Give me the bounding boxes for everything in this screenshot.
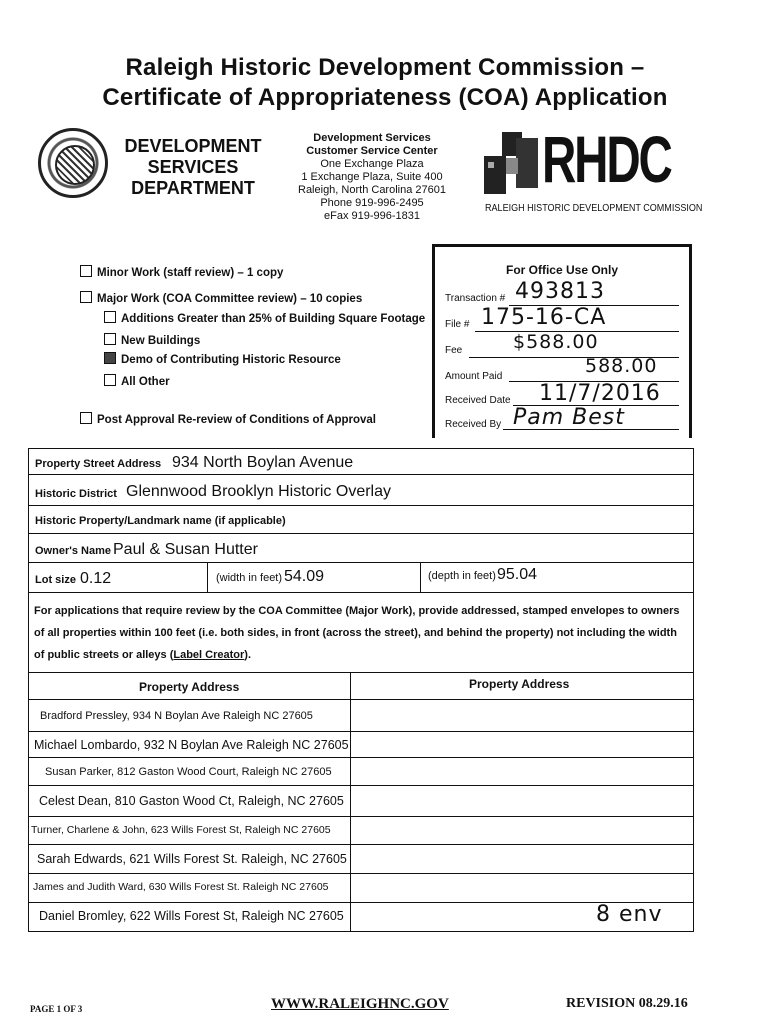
lot-size-value[interactable]: 0.12 <box>80 570 112 587</box>
revision-date: REVISION 08.29.16 <box>566 996 688 1011</box>
demo-checkbox[interactable] <box>104 352 116 364</box>
service-center-line2: Customer Service Center <box>306 145 438 157</box>
service-center-efax: eFax 919-996-1831 <box>323 210 420 222</box>
additions-option[interactable] <box>104 311 425 325</box>
address-row-8[interactable]: Daniel Bromley, 622 Wills Forest St, Raleigh NC 27605 <box>39 909 344 923</box>
file-label: File # <box>445 319 470 330</box>
post-approval-checkbox[interactable] <box>80 412 92 424</box>
received-by-label: Received By <box>445 419 502 430</box>
instructions-line3 <box>34 644 694 666</box>
received-date-label: Received Date <box>445 395 511 406</box>
divider <box>28 533 694 534</box>
minor-work-label: Minor Work (staff review) – 1 copy <box>97 267 284 279</box>
file-value[interactable]: 175-16-CA <box>481 305 607 330</box>
address-col1-header: Property Address <box>139 680 240 694</box>
city-seal-icon <box>38 128 108 198</box>
all-other-label: All Other <box>121 376 170 388</box>
post-approval-label: Post Approval Re-review of Conditions of Approval <box>97 414 377 426</box>
minor-work-option[interactable] <box>80 265 283 279</box>
divider <box>28 699 694 700</box>
divider <box>28 731 694 732</box>
office-use-box <box>432 244 692 438</box>
street-value[interactable]: 934 North Boylan Avenue <box>172 454 354 471</box>
major-work-checkbox[interactable] <box>80 291 92 303</box>
address-col2-header: Property Address <box>469 677 570 691</box>
rhdc-logo <box>482 122 703 218</box>
district-value[interactable]: Glennwood Brooklyn Historic Overlay <box>126 483 391 500</box>
district-label: Historic District <box>35 488 117 500</box>
divider <box>207 562 208 592</box>
address-row-3[interactable]: Susan Parker, 812 Gaston Wood Court, Raleigh NC 27605 <box>45 766 332 778</box>
address-row-5[interactable]: Turner, Charlene & John, 623 Wills Forest St, Raleigh NC 27605 <box>31 824 331 836</box>
divider <box>420 562 421 592</box>
new-buildings-label: New Buildings <box>121 335 201 347</box>
service-center-phone: Phone 919-996-2495 <box>320 197 424 209</box>
received-by-value[interactable]: Pam Best <box>513 405 625 430</box>
divider <box>28 873 694 874</box>
divider <box>28 785 694 786</box>
page-number: PAGE 1 OF 3 <box>30 1004 83 1014</box>
instructions-line1: For applications that require review by the COA Committee (Major Work), provide addressed, stamped envelopes to owners <box>34 605 680 617</box>
fee-value[interactable]: $588.00 <box>513 331 599 353</box>
office-use-title: For Office Use Only <box>505 263 619 277</box>
divider <box>28 562 694 563</box>
instructions-line3-suffix: ). <box>244 649 252 661</box>
form-title-line1: Raleigh Historic Development Commission – <box>125 54 645 81</box>
minor-work-checkbox[interactable] <box>80 265 92 277</box>
received-date-value[interactable]: 11/7/2016 <box>539 381 661 406</box>
service-center-line4: 1 Exchange Plaza, Suite 400 <box>301 171 443 183</box>
divider <box>28 448 694 449</box>
demo-option[interactable] <box>104 352 341 366</box>
lot-size-label: Lot size <box>35 574 76 586</box>
transaction-label: Transaction # <box>445 293 506 304</box>
new-buildings-checkbox[interactable] <box>104 333 116 345</box>
department-line3: DEPARTMENT <box>131 178 255 198</box>
service-center-line5: Raleigh, North Carolina 27601 <box>298 184 446 196</box>
width-value[interactable]: 54.09 <box>284 568 325 585</box>
form-title-line2: Certificate of Appropriateness (COA) Application <box>102 84 668 111</box>
address-row-4[interactable]: Celest Dean, 810 Gaston Wood Ct, Raleigh, NC 27605 <box>39 794 344 808</box>
divider <box>28 592 694 593</box>
fee-label: Fee <box>445 345 463 356</box>
envelope-instructions <box>34 600 694 666</box>
label-creator-link[interactable]: Label Creator <box>173 649 245 661</box>
instructions-line3-prefix: of public streets or alleys ( <box>34 649 174 661</box>
service-center-line3: One Exchange Plaza <box>320 158 424 170</box>
rhdc-subtitle: RALEIGH HISTORIC DEVELOPMENT COMMISSION <box>485 202 703 214</box>
additions-label: Additions Greater than 25% of Building Square Footage <box>121 313 426 325</box>
divider <box>28 816 694 817</box>
department-line2: SERVICES <box>147 157 239 177</box>
divider <box>28 474 694 475</box>
address-row-7[interactable]: James and Judith Ward, 630 Wills Forest St. Raleigh NC 27605 <box>33 881 329 893</box>
website-link[interactable]: WWW.RALEIGHNC.GOV <box>271 996 449 1012</box>
divider <box>28 902 694 903</box>
demo-label: Demo of Contributing Historic Resource <box>121 354 341 366</box>
new-buildings-option[interactable] <box>104 333 200 347</box>
width-label: (width in feet) <box>216 572 283 584</box>
service-center-line1: Development Services <box>313 132 431 144</box>
address-row-6[interactable]: Sarah Edwards, 621 Wills Forest St. Raleigh, NC 27605 <box>37 852 347 866</box>
service-center-info <box>292 132 452 223</box>
divider <box>28 505 694 506</box>
department-name <box>118 136 268 199</box>
owner-value[interactable]: Paul & Susan Hutter <box>113 541 258 558</box>
depth-value[interactable]: 95.04 <box>497 566 538 583</box>
additions-checkbox[interactable] <box>104 311 116 323</box>
transaction-value[interactable]: 493813 <box>515 279 605 304</box>
divider <box>350 672 351 932</box>
major-work-label: Major Work (COA Committee review) – 10 copies <box>97 293 363 305</box>
department-line1: DEVELOPMENT <box>124 136 262 156</box>
major-work-option[interactable] <box>80 291 362 305</box>
instructions-line2: of all properties within 100 feet (i.e. both sides, in front (across the street), and behind the property) not including the width <box>34 627 677 639</box>
address-row-1[interactable]: Bradford Pressley, 934 N Boylan Ave Raleigh NC 27605 <box>40 710 313 722</box>
amount-paid-label: Amount Paid <box>445 371 503 382</box>
divider <box>28 844 694 845</box>
address-row-2[interactable]: Michael Lombardo, 932 N Boylan Ave Raleigh NC 27605 <box>34 738 349 752</box>
amount-paid-value[interactable]: 588.00 <box>585 355 658 377</box>
depth-label: (depth in feet) <box>428 570 496 582</box>
owner-label: Owner's Name <box>35 545 111 557</box>
all-other-option[interactable] <box>104 374 170 388</box>
divider <box>28 448 29 932</box>
rhdc-blocks-icon <box>482 128 540 198</box>
all-other-checkbox[interactable] <box>104 374 116 386</box>
street-label: Property Street Address <box>35 458 162 470</box>
post-approval-option[interactable] <box>80 412 376 426</box>
rhdc-logo-text: RHDC <box>542 122 671 196</box>
divider <box>28 672 694 673</box>
envelope-count-note: 8 env <box>596 902 663 927</box>
landmark-label: Historic Property/Landmark name (if applicable) <box>35 515 286 527</box>
divider <box>28 757 694 758</box>
